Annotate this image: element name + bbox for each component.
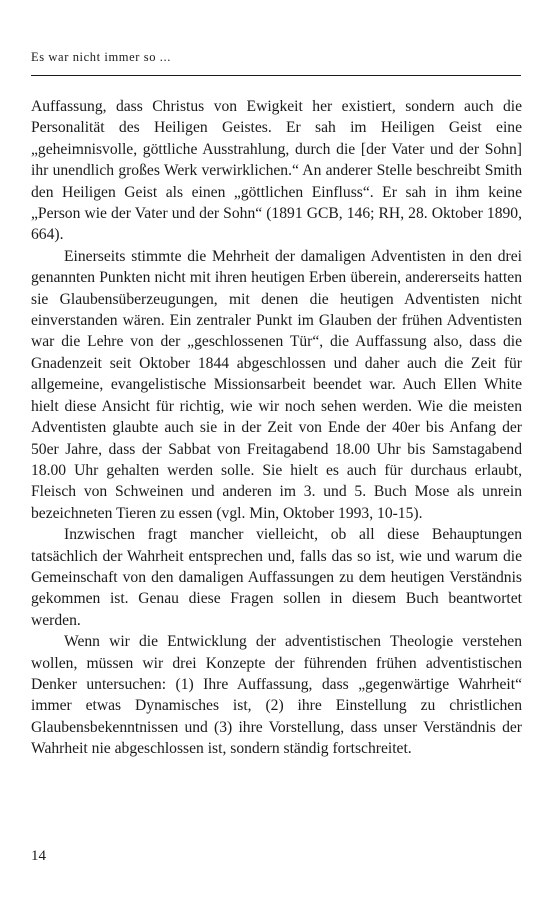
page-number: 14: [31, 848, 46, 864]
paragraph: Auffassung, dass Christus von Ewigkeit her existiert, sondern auch die Personalität des Heiligen Geistes. Er sah im Heiligen Geist eine „geheimnisvolle, göttliche Ausstrahlung, durch die [der Vater und der Sohn] ihr unendlich großes Werk verwirklichen.“ An anderer Stelle beschreibt Smith den Heiligen Geist als einen „göttlichen Einfluss“. Er sah in ihm keine „Person wie der Vater und der Sohn“ (1891 GCB, 146; RH, 28. Oktober 1890, 664).: [31, 98, 522, 244]
body-text: [31, 96, 522, 760]
paragraph: Einerseits stimmte die Mehrheit der damaligen Adventisten in den drei genannten Punkten nicht mit ihren heutigen Erben überein, andererseits hatten sie Glaubensüberzeugungen, mit denen die heutigen Adventisten nicht einverstanden wären. Ein zentraler Punkt im Glauben der frühen Adventisten war die Lehre von der „geschlossenen Tür“, die Auffassung also, dass die Gnadenzeit seit Oktober 1844 abgeschlossen und daher auch die Zeit für allgemeine, evangelistische Missionsarbeit beendet war. Auch Ellen White hielt diese Ansicht für richtig, wie wir noch sehen werden. Wie die meisten Adventisten glaubte auch sie in der Zeit von Ende der 40er bis Anfang der 50er Jahre, dass der Sabbat von Freitagabend 18.00 Uhr bis Samstagabend 18.00 Uhr gehalten werden solle. Sie hielt es auch für durchaus erlaubt, Fleisch von Schweinen und anderen im 3. und 5. Buch Mose als unrein bezeichneten Tieren zu essen (vgl. Min, Oktober 1993, 10-15).: [31, 247, 522, 522]
paragraph: Inzwischen fragt mancher vielleicht, ob all diese Behauptungen tatsächlich der Wahrheit entsprechen und, falls das so ist, wie und warum die Gemeinschaft von den damaligen Auffassungen zu dem heutigen Verständnis gekommen ist. Genau diese Fragen sollen in diesem Buch beantwortet werden.: [31, 526, 522, 629]
running-head: Es war nicht immer so ...: [31, 50, 171, 64]
paragraph: Wenn wir die Entwicklung der adventistischen Theologie verstehen wollen, müssen wir drei Konzepte der führenden frühen adventistischen Denker untersuchen: (1) Ihre Auffassung, dass „gegenwärtige Wahrheit“ immer etwas Dynamisches ist, (2) ihre Einstellung zu christlichen Glaubensbekenntnissen und (3) ihre Vorstellung, dass unser Verständnis der Wahrheit nie abgeschlossen ist, sondern ständig fortschreitet.: [31, 633, 522, 758]
header-rule: [31, 75, 521, 76]
